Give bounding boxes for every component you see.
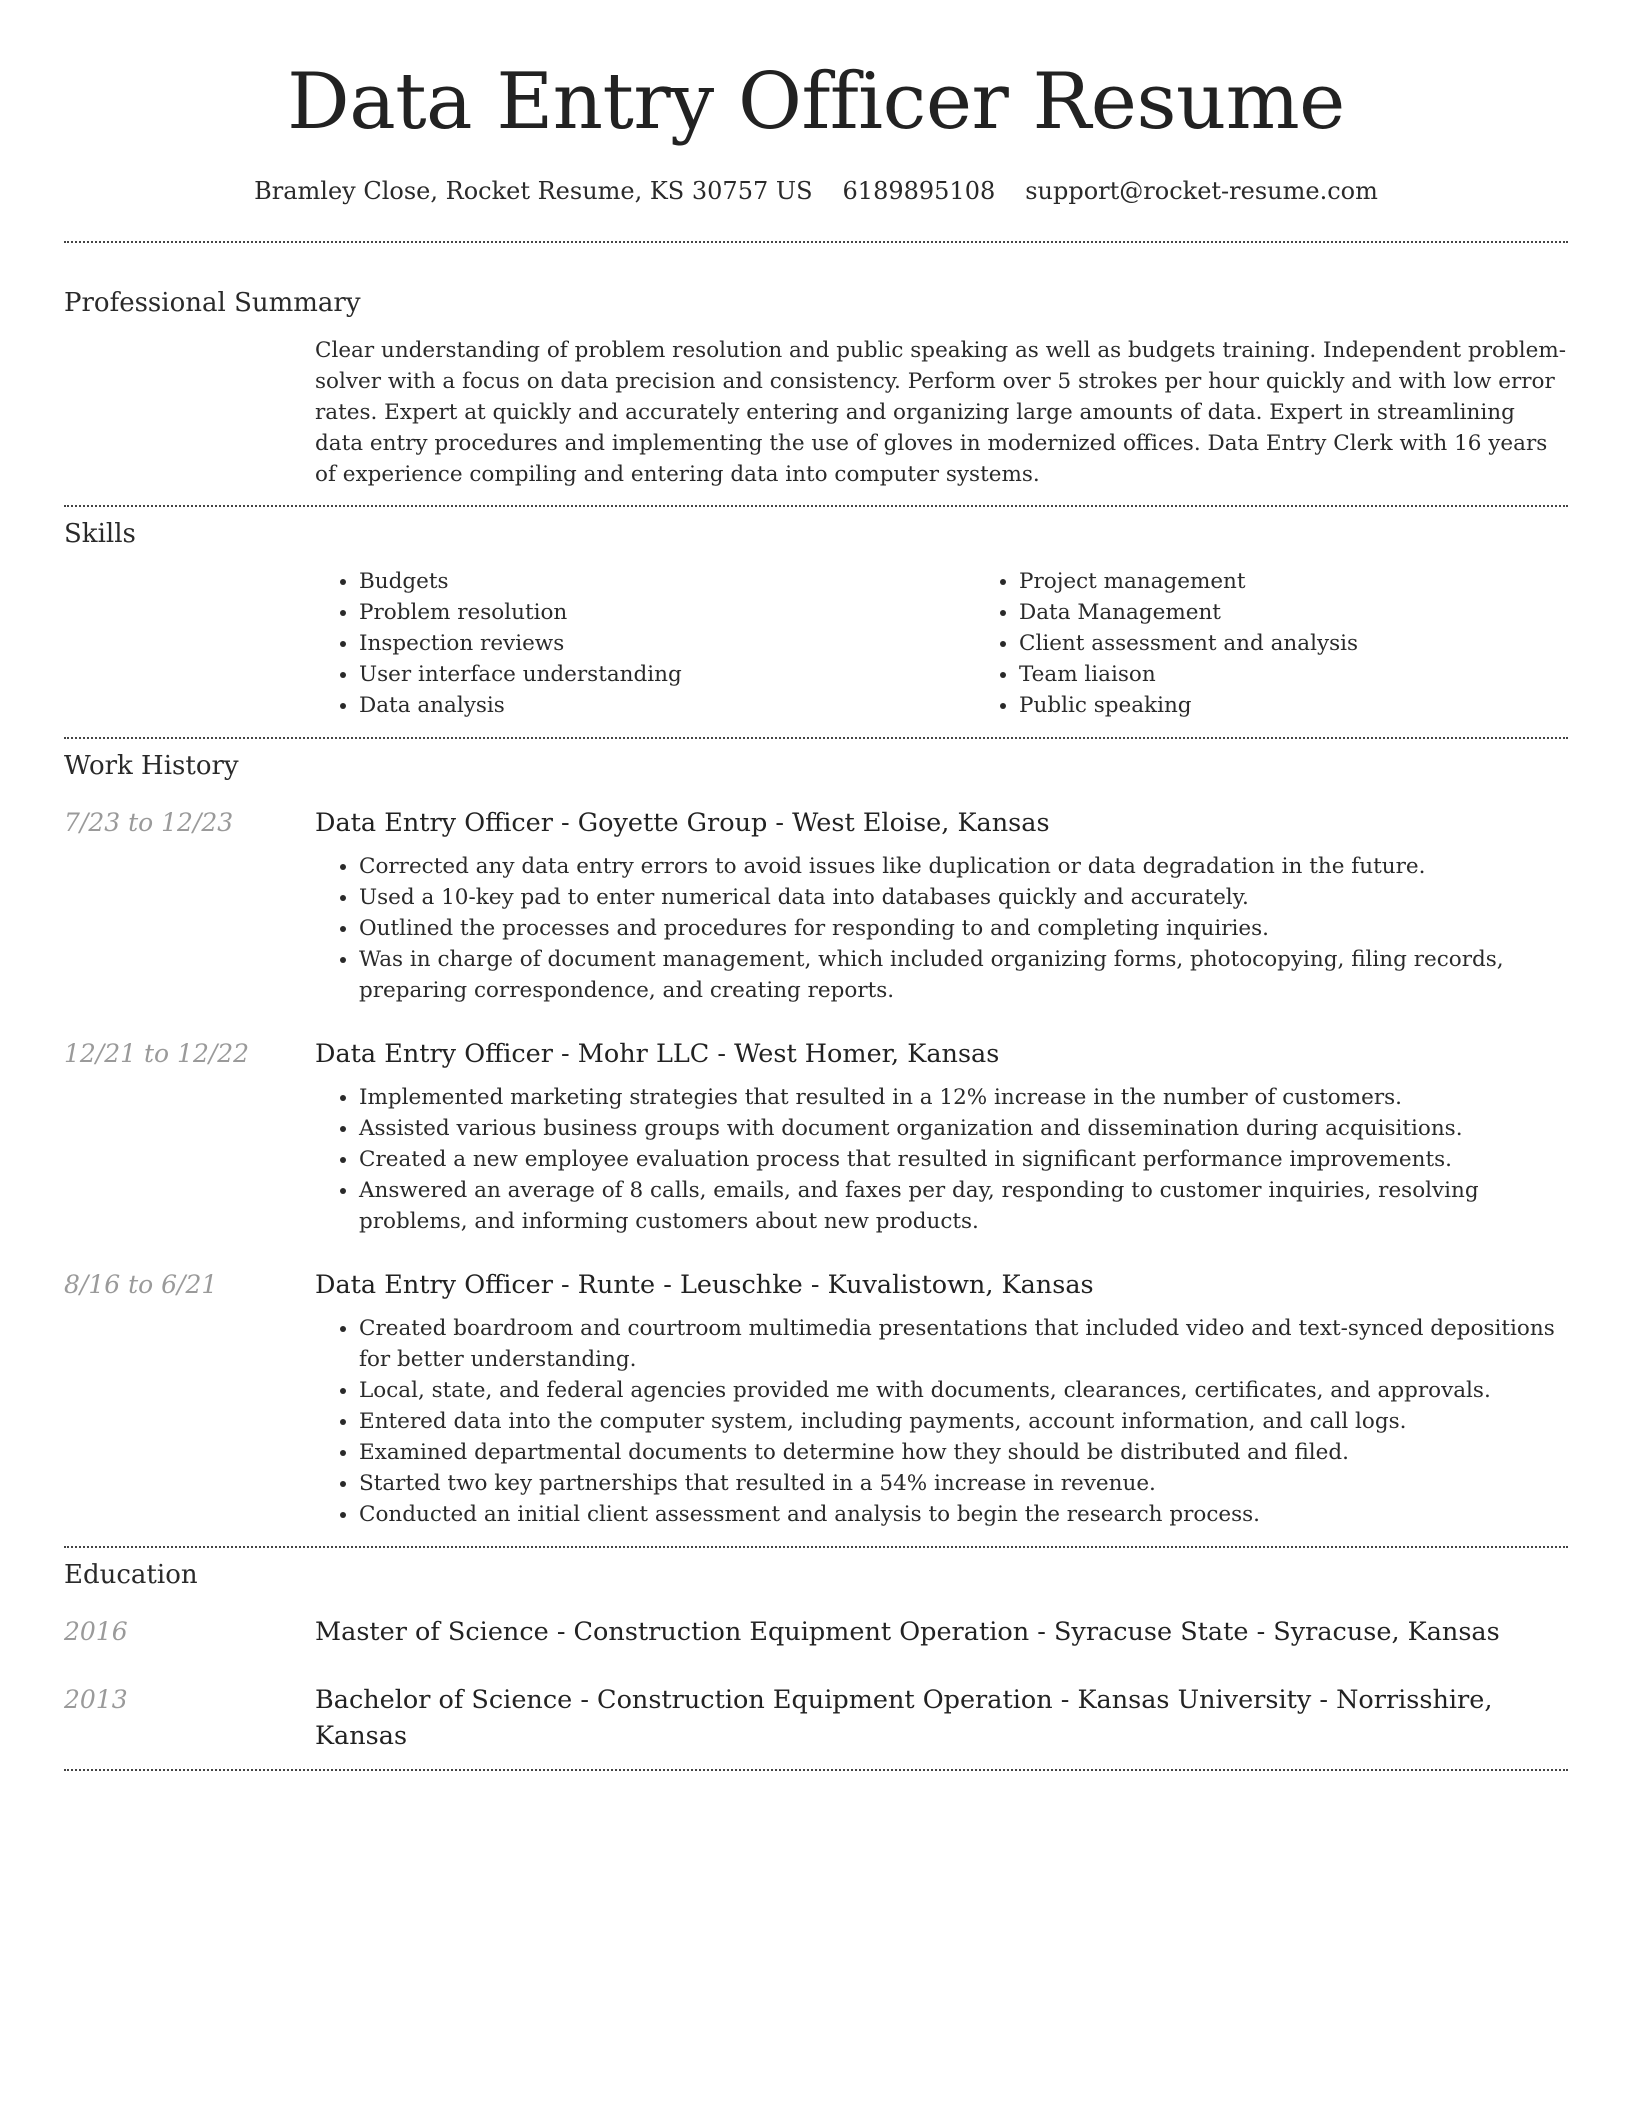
job-entry bbox=[64, 1036, 1568, 1237]
education-section bbox=[64, 1557, 1568, 1754]
section-title-work: Work History bbox=[64, 751, 239, 781]
skills-section bbox=[64, 516, 1568, 721]
skill-item: • User interface understanding bbox=[359, 659, 975, 690]
job-title: Data Entry Officer - Goyette Group - West Eloise, Kansas bbox=[315, 808, 1050, 838]
job-bullet: • Was in charge of document management, which included organizing forms, photocopying, filing records, preparing correspondence, and creating reports. bbox=[359, 944, 1568, 1006]
skill-item: • Problem resolution bbox=[359, 597, 975, 628]
job-dates: 8/16 to 6/21 bbox=[64, 1270, 218, 1299]
job-bullet: • Used a 10-key pad to enter numerical data into databases quickly and accurately. bbox=[359, 882, 1568, 913]
job-bullet: • Assisted various business groups with document organization and dissemination during acquisitions. bbox=[359, 1113, 1568, 1144]
job-bullet: • Entered data into the computer system, including payments, account information, and call logs. bbox=[359, 1406, 1568, 1437]
job-bullet: • Implemented marketing strategies that resulted in a 12% increase in the number of customers. bbox=[359, 1082, 1568, 1113]
contact-phone: 6189895108 bbox=[842, 177, 996, 205]
summary-text: Clear understanding of problem resolution and public speaking as well as budgets training. Independent problem-solver with a focus on data precision and consistency. Perform over 5 strokes per hour quickly and with low error rates. Expert at quickly and accurately entering and organizing large amounts of data. Expert in streamlining data entry procedures and implementing the use of gloves in modernized offices. Data Entry Clerk with 16 years of experience compiling and entering data into computer systems. bbox=[315, 338, 1566, 487]
skill-item: • Project management bbox=[1019, 566, 1632, 597]
education-year: 2013 bbox=[64, 1685, 128, 1714]
job-bullet: • Created a new employee evaluation process that resulted in significant performance improvements. bbox=[359, 1144, 1568, 1175]
education-year: 2016 bbox=[64, 1617, 128, 1646]
job-bullets bbox=[315, 1313, 1568, 1530]
skill-item: • Budgets bbox=[359, 566, 975, 597]
job-title: Data Entry Officer - Mohr LLC - West Homer, Kansas bbox=[315, 1039, 1000, 1069]
job-entry bbox=[64, 805, 1568, 1006]
job-bullet: • Created boardroom and courtroom multimedia presentations that included video and text-synced depositions for better understanding. bbox=[359, 1313, 1568, 1375]
job-dates: 12/21 to 12/22 bbox=[64, 1039, 250, 1068]
job-bullet: • Examined departmental documents to determine how they should be distributed and filed. bbox=[359, 1437, 1568, 1468]
divider bbox=[64, 1769, 1568, 1771]
skill-item: • Data analysis bbox=[359, 690, 975, 721]
skill-item: • Data Management bbox=[1019, 597, 1632, 628]
job-bullet: • Conducted an initial client assessment and analysis to begin the research process. bbox=[359, 1499, 1568, 1530]
skill-item: • Team liaison bbox=[1019, 659, 1632, 690]
skill-item: • Client assessment and analysis bbox=[1019, 628, 1632, 659]
job-bullets bbox=[315, 851, 1568, 1006]
divider bbox=[64, 241, 1568, 243]
job-bullet: • Started two key partnerships that resulted in a 54% increase in revenue. bbox=[359, 1468, 1568, 1499]
section-title-summary: Professional Summary bbox=[64, 288, 361, 318]
skill-item: • Public speaking bbox=[1019, 690, 1632, 721]
skill-item: • Inspection reviews bbox=[359, 628, 975, 659]
job-dates: 7/23 to 12/23 bbox=[64, 808, 234, 837]
work-section bbox=[64, 748, 1568, 1530]
divider bbox=[64, 1546, 1568, 1548]
contact-email: support@rocket-resume.com bbox=[1025, 177, 1378, 205]
contact-line bbox=[64, 174, 1568, 208]
job-bullets bbox=[315, 1082, 1568, 1237]
education-entry bbox=[64, 1682, 1568, 1754]
education-entry bbox=[64, 1614, 1568, 1650]
resume-title: Data Entry Officer Resume bbox=[287, 57, 1345, 147]
skills-list-left bbox=[315, 566, 975, 721]
contact-address: Bramley Close, Rocket Resume, KS 30757 US bbox=[254, 177, 813, 205]
section-title-education: Education bbox=[64, 1560, 198, 1590]
education-title: Bachelor of Science - Construction Equipment Operation - Kansas University - Norrisshire, Kansas bbox=[315, 1685, 1493, 1751]
education-title: Master of Science - Construction Equipment Operation - Syracuse State - Syracuse, Kansas bbox=[315, 1617, 1500, 1647]
job-bullet: • Answered an average of 8 calls, emails, and faxes per day, responding to customer inquiries, resolving problems, and informing customers about new products. bbox=[359, 1175, 1568, 1237]
job-bullet: • Outlined the processes and procedures for responding to and completing inquiries. bbox=[359, 913, 1568, 944]
summary-section bbox=[64, 285, 1568, 490]
divider bbox=[64, 505, 1568, 507]
job-bullet: • Corrected any data entry errors to avoid issues like duplication or data degradation in the future. bbox=[359, 851, 1568, 882]
job-entry bbox=[64, 1267, 1568, 1530]
job-bullet: • Local, state, and federal agencies provided me with documents, clearances, certificates, and approvals. bbox=[359, 1375, 1568, 1406]
job-title: Data Entry Officer - Runte - Leuschke - Kuvalistown, Kansas bbox=[315, 1270, 1094, 1300]
section-title-skills: Skills bbox=[64, 519, 136, 549]
skills-list-right bbox=[975, 566, 1632, 721]
divider bbox=[64, 737, 1568, 739]
